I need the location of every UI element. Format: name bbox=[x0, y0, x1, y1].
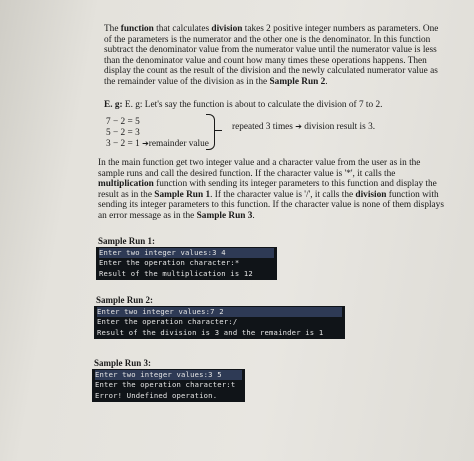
intro-text-c: takes 2 positive integer numbers as parameters. One of the parameters is the numerator and the other one is the denominator. In this function subtract the denominator value from the numerator value until the numerator value is less than the denominator value and count how many times these operations happens. Then display the count as the result of the division and the newly calculated numerator value as the remainder value of the division as in the bbox=[104, 24, 439, 87]
intro-bold-division: division bbox=[211, 24, 243, 34]
console-line: Enter two integer values:3 4 bbox=[99, 248, 274, 258]
sample-run-3-label: Sample Run 3: bbox=[94, 358, 152, 368]
console-line: Result of the multiplication is 12 bbox=[99, 268, 253, 278]
console-line: Enter the operation character:* bbox=[99, 258, 240, 268]
arrow-icon: ➔ bbox=[295, 122, 302, 131]
intro-paragraph bbox=[104, 24, 444, 88]
example-title-text: E. g: Let's say the function is about to calculate the division of 7 to 2. bbox=[124, 100, 383, 110]
main-bold-mult: multiplication bbox=[98, 179, 154, 190]
main-bold-run1: Sample Run 1 bbox=[154, 189, 211, 200]
console-line: Error! Undefined operation. bbox=[95, 390, 218, 400]
console-line: Enter two integer values:3 5 bbox=[95, 370, 242, 380]
sample-run-2-label: Sample Run 2: bbox=[96, 295, 154, 305]
main-bold-div: division bbox=[355, 189, 387, 200]
main-text-d: function with sending its integer parameters to this function. If the character value is none of them displays an error message as in the bbox=[98, 189, 444, 221]
repeated-text: repeated 3 times bbox=[232, 122, 296, 132]
division-result-text: division result is 3. bbox=[301, 122, 376, 132]
main-text-e: . bbox=[252, 210, 255, 221]
main-text-b: function with sending its integer parameters to this function and display the result as in the bbox=[98, 179, 437, 200]
console-line: Enter the operation character:/ bbox=[97, 317, 238, 327]
console-line: Enter two integer values:7 2 bbox=[97, 307, 342, 317]
intro-text-a: The bbox=[104, 24, 121, 34]
example-line-2: 5 − 2 = 3 bbox=[106, 128, 140, 138]
main-bold-run3: Sample Run 3 bbox=[196, 210, 253, 221]
main-paragraph bbox=[98, 158, 444, 222]
sample-run-2-console bbox=[94, 306, 345, 339]
intro-text-b: that calculates bbox=[153, 24, 212, 34]
example-line-3-text: 3 − 2 = 1 bbox=[106, 139, 143, 149]
main-text-c: . If the character value is '/', it calls the bbox=[210, 189, 356, 200]
intro-bold-function: function bbox=[120, 24, 154, 34]
sample-run-1-label: Sample Run 1: bbox=[98, 236, 156, 246]
example-line-3 bbox=[106, 139, 209, 149]
main-text-a: In the main function get two integer value and a character value from the user as in the sample runs and call the desired function. If the character value is '*', it calls the bbox=[98, 158, 421, 179]
arrow-icon: ➔ bbox=[142, 139, 149, 148]
brace-shape bbox=[206, 114, 215, 150]
example-line-1: 7 − 2 = 5 bbox=[106, 117, 140, 127]
sample-run-1-console bbox=[96, 247, 277, 280]
brace-tip bbox=[214, 130, 222, 131]
example-title: E. g: E. g: Let's say the function is about to calculate the division of 7 to 2. bbox=[104, 100, 383, 110]
console-line: Enter the operation character:t bbox=[95, 380, 236, 390]
remainder-label: remainder value bbox=[148, 139, 209, 149]
console-line: Result of the division is 3 and the remainder is 1 bbox=[97, 327, 324, 337]
intro-bold-run2: Sample Run 2 bbox=[269, 76, 326, 87]
repeated-note bbox=[232, 122, 375, 132]
sample-run-3-console bbox=[92, 369, 245, 402]
intro-text-d: . bbox=[325, 76, 328, 87]
